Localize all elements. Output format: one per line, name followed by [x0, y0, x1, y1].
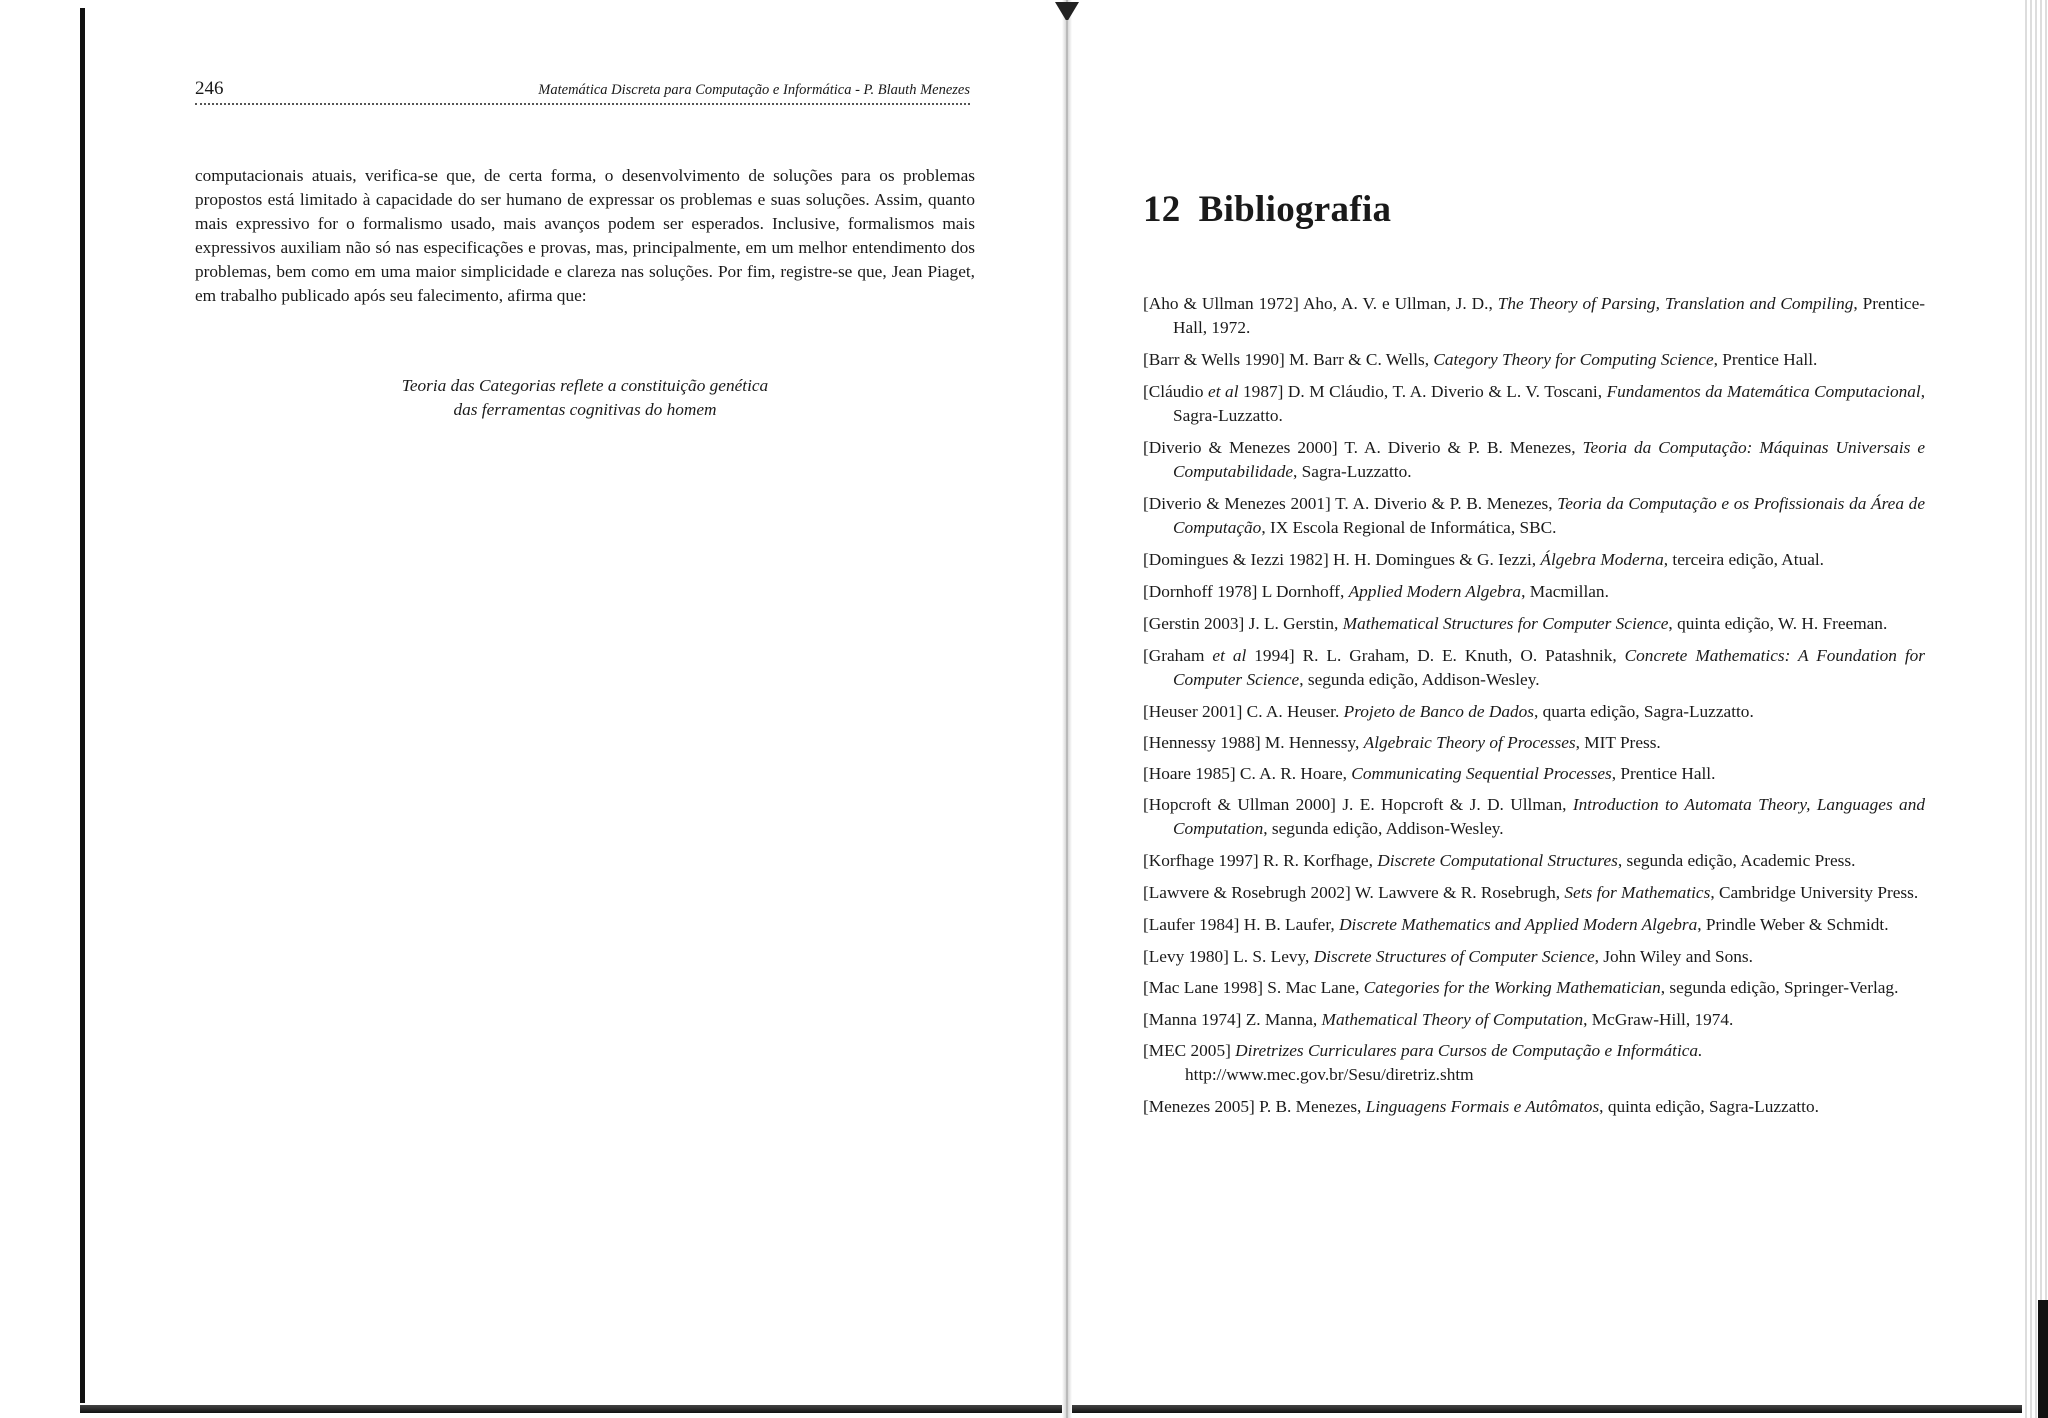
reference-entry: [MEC 2005] Diretrizes Curriculares para Cursos de Computação e Informática. http://www.mec.gov.br/Sesu/diretriz.shtm [1143, 1039, 1925, 1087]
reference-entry: [Hopcroft & Ullman 2000] J. E. Hopcroft & J. D. Ullman, Introduction to Automata Theory, Languages and Computation, segunda edição, Addison-Wesley. [1143, 795, 1925, 838]
page-stack-edge [2022, 0, 2048, 1418]
reference-url: http://www.mec.gov.br/Sesu/diretriz.shtm [1185, 1065, 1474, 1084]
scan-edge-left [80, 8, 85, 1403]
reference-entry: [Heuser 2001] C. A. Heuser. Projeto de Banco de Dados, quarta edição, Sagra-Luzzatto. [1143, 702, 1754, 721]
running-head: Matemática Discreta para Computação e Informática - P. Blauth Menezes [538, 82, 970, 98]
reference-entry: [Korfhage 1997] R. R. Korfhage, Discrete Computational Structures, segunda edição, Academic Press. [1143, 851, 1856, 870]
piaget-quote [195, 374, 975, 422]
reference-entry: [Lawvere & Rosebrugh 2002] W. Lawvere & R. Rosebrugh, Sets for Mathematics, Cambridge University Press. [1143, 883, 1919, 902]
body-paragraph: computacionais atuais, verifica-se que, de certa forma, o desenvolvimento de soluções para os problemas propostos está limitado à capacidade do ser humano de expressar os problemas e suas soluções. Assim, quanto mais expressivo for o formalismo usado, mais avanços podem ser esperados. Inclusive, formalismos mais expressivos auxiliam não só nas especificações e provas, mas, principalmente, em um melhor entendimento dos problemas, bem como em uma maior simplicidade e clareza nas soluções. Por fim, registre-se que, Jean Piaget, em trabalho publicado após seu falecimento, afirma que: [195, 166, 975, 305]
reference-entry: [Laufer 1984] H. B. Laufer, Discrete Mathematics and Applied Modern Algebra, Prindle Weber & Schmidt. [1143, 915, 1889, 934]
book-gutter [1062, 0, 1072, 1418]
reference-entry: [Levy 1980] L. S. Levy, Discrete Structures of Computer Science, John Wiley and Sons. [1143, 947, 1753, 966]
reference-entry: [Hennessy 1988] M. Hennessy, Algebraic Theory of Processes, MIT Press. [1143, 733, 1661, 752]
gutter-mark [1055, 2, 1079, 20]
reference-entry: [Dornhoff 1978] L Dornhoff, Applied Modern Algebra, Macmillan. [1143, 582, 1609, 601]
reference-entry: [Diverio & Menezes 2000] T. A. Diverio & P. B. Menezes, Teoria da Computação: Máquinas Universais e Computabilidade, Sagra-Luzzatto. [1143, 438, 1925, 481]
scan-edge-right [2038, 1300, 2048, 1418]
reference-entry: [Cláudio et al 1987] D. M Cláudio, T. A. Diverio & L. V. Toscani, Fundamentos da Matemática Computacional, Sagra-Luzzatto. [1143, 382, 1926, 425]
reference-entry: [Diverio & Menezes 2001] T. A. Diverio & P. B. Menezes, Teoria da Computação e os Profissionais da Área de Computação, IX Escola Regional de Informática, SBC. [1143, 494, 1925, 537]
reference-entry: [Hoare 1985] C. A. R. Hoare, Communicating Sequential Processes, Prentice Hall. [1143, 764, 1716, 783]
chapter-title-text: Bibliografia [1198, 189, 1392, 230]
quote-line: Teoria das Categorias reflete a constituição genética [401, 376, 769, 395]
reference-entry: [Menezes 2005] P. B. Menezes, Linguagens Formais e Autômatos, quinta edição, Sagra-Luzzatto. [1143, 1097, 1819, 1116]
quote-line: das ferramentas cognitivas do homem [453, 400, 717, 419]
page-header [195, 78, 970, 105]
reference-entry: [Manna 1974] Z. Manna, Mathematical Theory of Computation, McGraw-Hill, 1974. [1143, 1010, 1734, 1029]
chapter-number: 12 [1143, 189, 1181, 230]
page-number: 246 [195, 78, 224, 99]
chapter-title [1143, 188, 1391, 231]
reference-entry: [Domingues & Iezzi 1982] H. H. Domingues & G. Iezzi, Álgebra Moderna, terceira edição, Atual. [1143, 550, 1824, 569]
reference-entry: [Graham et al 1994] R. L. Graham, D. E. Knuth, O. Patashnik, Concrete Mathematics: A Foundation for Computer Science, segunda edição, Addison-Wesley. [1143, 646, 1926, 689]
reference-entry: [Barr & Wells 1990] M. Barr & C. Wells, Category Theory for Computing Science, Prentice Hall. [1143, 350, 1818, 369]
reference-entry: [Gerstin 2003] J. L. Gerstin, Mathematical Structures for Computer Science, quinta edição, W. H. Freeman. [1143, 614, 1888, 633]
reference-entry: [Mac Lane 1998] S. Mac Lane, Categories for the Working Mathematician, segunda edição, Springer-Verlag. [1143, 978, 1899, 997]
reference-entry: [Aho & Ullman 1972] Aho, A. V. e Ullman, J. D., The Theory of Parsing, Translation and Compiling, Prentice-Hall, 1972. [1143, 294, 1926, 337]
bibliography-list [1143, 292, 1925, 1127]
